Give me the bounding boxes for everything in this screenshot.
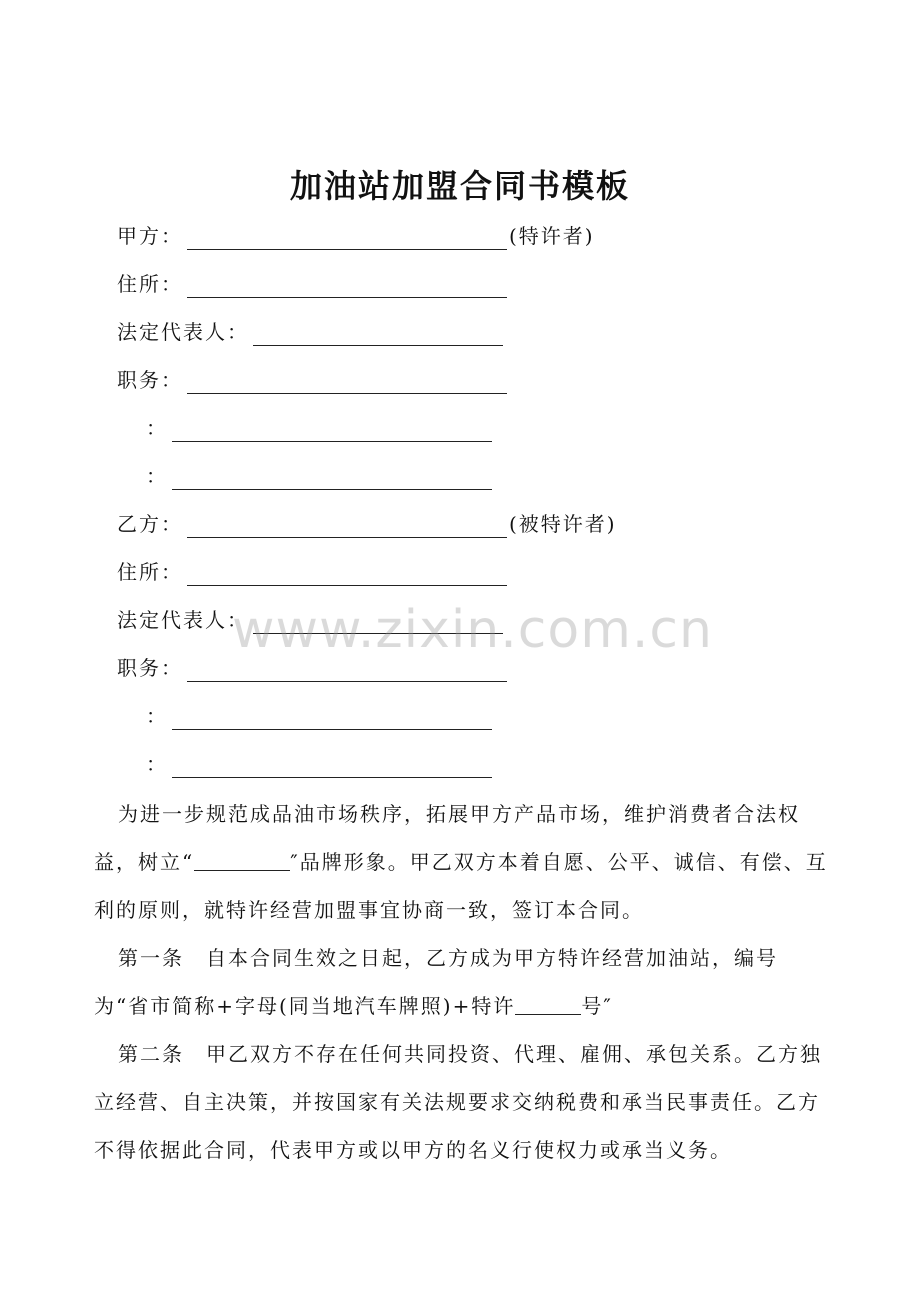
- party-b-extra2-field: [146, 750, 492, 778]
- party-b-rep-field: [117, 606, 503, 634]
- party-a-name-blank[interactable]: [187, 227, 507, 250]
- party-b-name-label: 乙方：: [117, 512, 183, 536]
- article-1-text-part2: 号″: [581, 994, 613, 1018]
- document-title: 加油站加盟合同书模板: [289, 167, 630, 205]
- party-a-extra2-label: ：: [146, 464, 168, 488]
- party-a-extra1-label: ：: [146, 416, 168, 440]
- party-a-position-label: 职务：: [117, 368, 183, 392]
- article-2-paragraph: [94, 1030, 834, 1174]
- intro-text-part1: 为进一步规范成品油市场秩序，拓展甲方产品市场，维护消费者合法权益，树立“: [94, 802, 800, 874]
- party-a-address-blank[interactable]: [187, 275, 507, 298]
- party-b-extra1-field: [146, 702, 492, 730]
- party-b-position-blank[interactable]: [187, 659, 507, 682]
- watermark: www.zixin.com.cn: [232, 600, 713, 660]
- party-b-name-suffix: (被特许者): [509, 512, 617, 536]
- station-number-blank[interactable]: [515, 994, 581, 1015]
- article-1-paragraph: [94, 934, 834, 1030]
- party-a-extra2-blank[interactable]: [172, 467, 492, 490]
- intro-text-part2: ″品牌形象。甲乙双方本着自愿、公平、诚信、有偿、互利的原则，就特许经营加盟事宜协商一致，签订本合同。: [94, 850, 828, 922]
- party-b-rep-label: 法定代表人：: [117, 608, 249, 632]
- party-a-rep-label: 法定代表人：: [117, 320, 249, 344]
- party-b-address-blank[interactable]: [187, 563, 507, 586]
- intro-paragraph: [94, 790, 834, 934]
- party-b-position-field: [117, 654, 507, 682]
- party-b-position-label: 职务：: [117, 656, 183, 680]
- party-a-position-blank[interactable]: [187, 371, 507, 394]
- party-b-extra1-blank[interactable]: [172, 707, 492, 730]
- party-a-address-field: [117, 270, 507, 298]
- party-b-name-field: [117, 510, 617, 538]
- brand-name-blank[interactable]: [194, 850, 290, 871]
- party-b-rep-blank[interactable]: [253, 611, 503, 634]
- party-b-extra2-blank[interactable]: [172, 755, 492, 778]
- party-b-extra2-label: ：: [146, 752, 168, 776]
- party-a-extra1-field: [146, 414, 492, 442]
- party-a-rep-field: [117, 318, 503, 346]
- article-2-text: 第二条 甲乙双方不存在任何共同投资、代理、雇佣、承包关系。乙方独立经营、自主决策，并按国家有关法规要求交纳税费和承当民事责任。乙方不得依据此合同，代表甲方或以甲方的名义行使权力或承当义务。: [94, 1042, 822, 1162]
- party-b-address-label: 住所：: [117, 560, 183, 584]
- party-a-name-suffix: (特许者): [509, 224, 595, 248]
- party-a-name-field: [117, 222, 595, 250]
- article-1-text-part1: 第一条 自本合同生效之日起，乙方成为甲方特许经营加油站，编号为“省市简称+字母(同当地汽车牌照)+特许: [94, 946, 778, 1018]
- party-a-name-label: 甲方：: [117, 224, 183, 248]
- party-b-address-field: [117, 558, 507, 586]
- party-b-extra1-label: ：: [146, 704, 168, 728]
- party-a-address-label: 住所：: [117, 272, 183, 296]
- party-a-position-field: [117, 366, 507, 394]
- party-a-extra2-field: [146, 462, 492, 490]
- party-a-extra1-blank[interactable]: [172, 419, 492, 442]
- party-b-name-blank[interactable]: [187, 515, 507, 538]
- party-a-rep-blank[interactable]: [253, 323, 503, 346]
